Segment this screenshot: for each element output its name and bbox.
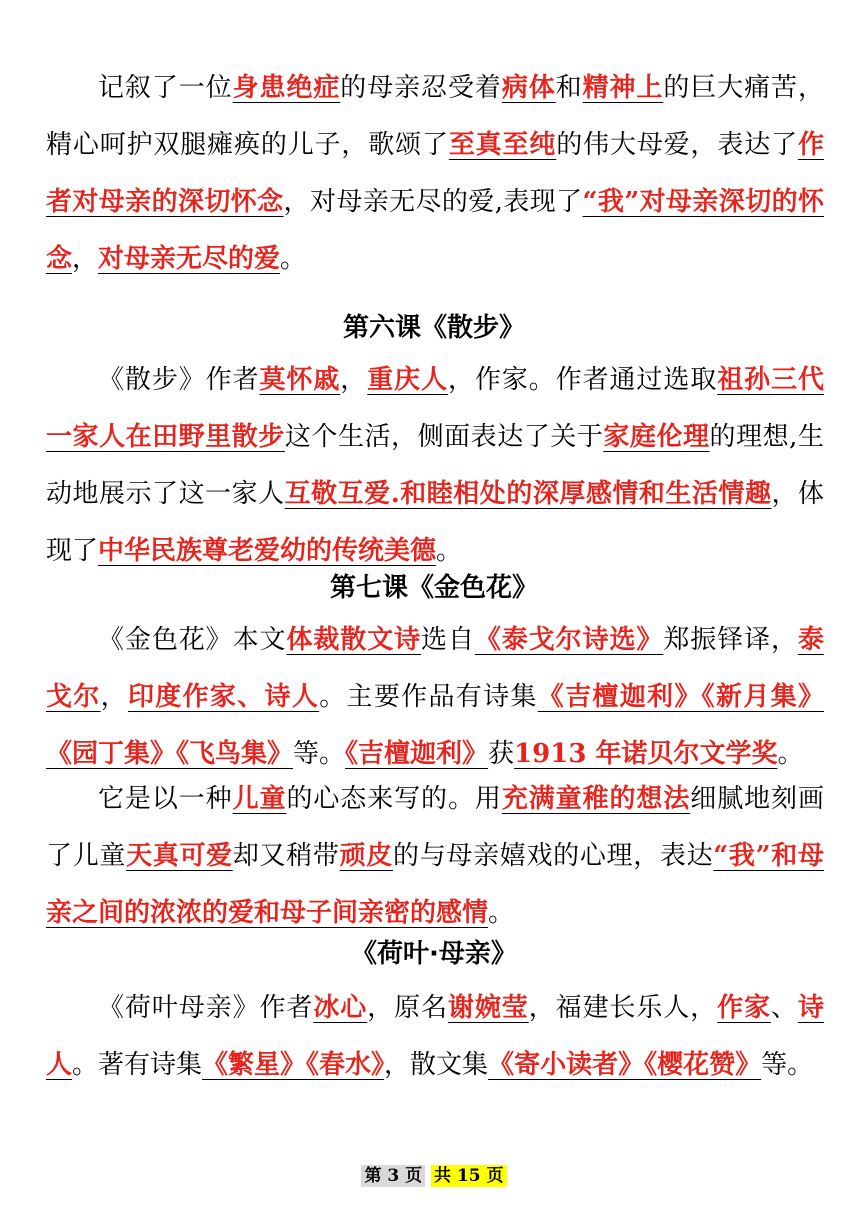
text-segment: ，作家。作者通过选取	[447, 365, 718, 395]
key-term: 谢婉莹	[447, 993, 529, 1023]
page-total: 共 15 页	[431, 1165, 507, 1187]
paragraph-intro	[46, 60, 824, 288]
text-segment: 的心态来写的。用	[286, 784, 502, 814]
page-footer	[0, 1161, 868, 1186]
text-segment: ，散文集	[384, 1050, 489, 1080]
text-segment: 、	[771, 993, 798, 1023]
heading-heye-muqin: 《荷叶·母亲》	[351, 939, 517, 969]
text-segment: 的与母亲嬉戏的心理，表达	[393, 841, 714, 871]
text-segment: 记叙了一位	[98, 73, 233, 103]
key-term: 诗人	[46, 993, 824, 1080]
text-segment: 选自	[421, 625, 475, 655]
text-segment: ，	[340, 365, 368, 395]
key-term: “我”和母亲之间的浓浓的爱和母子间亲密的感情	[46, 841, 824, 928]
text-segment: 。	[436, 536, 463, 566]
text-segment: 的伟大母爱，表达了	[556, 130, 798, 160]
text-segment: ，原名	[367, 993, 448, 1023]
key-term: 对母亲无尽的爱	[98, 244, 281, 274]
text-segment: 它是以一种	[98, 784, 233, 814]
text-segment: 和	[555, 73, 583, 103]
key-term: 充满童稚的想法	[501, 784, 691, 814]
key-term: 泰戈尔	[46, 625, 824, 712]
key-term: 儿童	[232, 784, 287, 814]
heading-lesson6: 第六课《散步》	[342, 313, 525, 343]
text-segment: 获	[488, 739, 515, 769]
key-term: 《吉檀迦利》	[345, 739, 489, 769]
key-term: 《繁星》《春水》	[202, 1050, 385, 1080]
text-segment: 。	[488, 898, 515, 928]
text-segment: 。著有诗集	[72, 1050, 203, 1080]
key-term: 《泰戈尔诗选》	[474, 625, 664, 655]
text-segment: 这个生活，侧面表达了关于	[284, 422, 604, 452]
key-term: 身患绝症	[232, 73, 341, 103]
text-segment: 的巨大痛苦，精心呵护双腿瘫痪的儿子，歌颂了	[46, 73, 824, 160]
text-segment: 《金色花》本文	[98, 625, 287, 655]
key-term: 互敬互爱.和睦相处的深厚感情和生活情趣	[284, 479, 772, 509]
key-term: 精神上	[582, 73, 664, 103]
key-term: 作家	[717, 993, 772, 1023]
key-term: “我”对母亲深切的怀念	[46, 187, 824, 274]
heading-lesson7: 第七课《金色花》	[329, 573, 538, 603]
text-segment: ，	[72, 244, 99, 274]
key-term: 印度作家、诗人	[127, 682, 320, 712]
key-term: 天真可爱	[126, 841, 233, 871]
paragraph-lesson6	[46, 352, 824, 580]
text-segment: 《散步》作者	[98, 365, 260, 395]
text-segment: 的理想,生动地展示了这一家人	[46, 422, 824, 509]
key-term: 顽皮	[339, 841, 393, 871]
paragraph-lesson7-intro	[46, 612, 824, 783]
key-term: 《寄小读者》《樱花赞》	[488, 1050, 762, 1080]
key-term: 《吉檀迦利》《新月集》《园丁集》《飞鸟集》	[46, 682, 824, 769]
text-segment: 郑振铎译，	[663, 625, 798, 655]
page-number: 第 3 页	[361, 1165, 425, 1187]
text-segment: 等。	[761, 1050, 814, 1080]
key-term: 1913 年诺贝尔文学奖	[514, 739, 778, 769]
text-segment: 。主要作品有诗集	[319, 682, 538, 712]
key-term: 体裁散文诗	[286, 625, 422, 655]
text-segment: ，对母亲无尽的爱,表现了	[283, 187, 583, 217]
text-segment: ，	[100, 682, 128, 712]
key-term: 冰心	[313, 993, 368, 1023]
key-term: 莫怀戚	[259, 365, 341, 395]
key-term: 病体	[501, 73, 556, 103]
paragraph-lesson7-analysis	[46, 771, 824, 942]
key-term: 作者对母亲的深切怀念	[46, 130, 824, 217]
text-segment: 。	[777, 739, 804, 769]
text-segment: 《荷叶母亲》作者	[98, 993, 314, 1023]
key-term: 祖孙三代一家人在田野里散步	[46, 365, 824, 452]
text-segment: 的母亲忍受着	[340, 73, 502, 103]
key-term: 重庆人	[367, 365, 448, 395]
text-segment: 细腻地刻画了儿童	[46, 784, 824, 871]
text-segment: ，体现了	[46, 479, 824, 566]
key-term: 中华民族尊老爱幼的传统美德	[98, 536, 437, 566]
text-segment: 却又稍带	[232, 841, 340, 871]
text-segment: 。	[280, 244, 307, 274]
key-term: 家庭伦理	[603, 422, 710, 452]
key-term: 至真至纯	[448, 130, 557, 160]
text-segment: ，福建长乐人，	[528, 993, 718, 1023]
paragraph-heye-muqin	[46, 980, 824, 1094]
text-segment: 等。	[293, 739, 346, 769]
